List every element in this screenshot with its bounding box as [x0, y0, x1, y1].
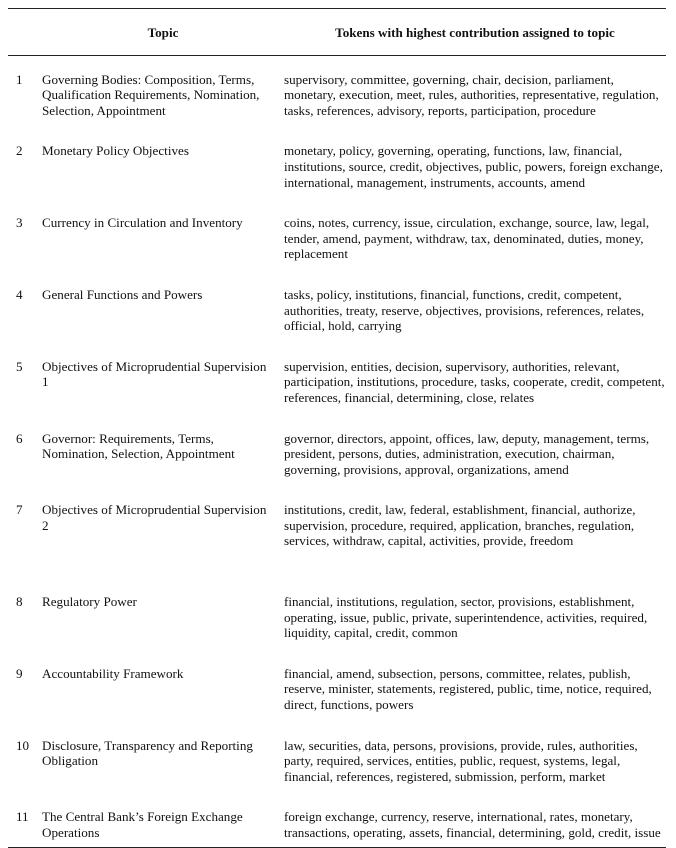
- table-body: [8, 55, 666, 847]
- topic-token-table: [8, 8, 666, 848]
- row-tokens: governor, directors, appoint, offices, law, deputy, management, terms, president, persons, duties, administration, execution, chairman, governing, provisions, approval, organizations, amend: [284, 430, 650, 477]
- row-topic: Objectives of Microprudential Supervision 2: [42, 502, 267, 533]
- table-row: [8, 488, 666, 580]
- table-row: [8, 652, 666, 724]
- row-tokens: supervision, entities, decision, supervisory, authorities, relevant, participation, institutions, procedure, tasks, cooperate, credit, competent, references, financial, determining, close, relates: [284, 358, 665, 405]
- row-number: 3: [16, 215, 23, 231]
- row-number: 10: [16, 737, 30, 753]
- row-number: 5: [16, 358, 23, 374]
- table-row: [8, 273, 666, 345]
- table-header-row: [8, 9, 666, 56]
- row-number: 2: [16, 143, 23, 159]
- row-topic: Currency in Circulation and Inventory: [42, 215, 243, 231]
- table-row: [8, 129, 666, 201]
- row-tokens: coins, notes, currency, issue, circulation, exchange, source, law, legal, tender, amend, payment, withdraw, tax, denominated, duties, money, replacement: [284, 215, 650, 262]
- table-row: [8, 55, 666, 129]
- row-tokens: monetary, policy, governing, operating, functions, law, financial, institutions, source, credit, objectives, public, powers, foreign exchange, international, management, instruments, accounts, amend: [284, 143, 663, 190]
- table-row: [8, 580, 666, 652]
- row-number: 7: [16, 502, 23, 518]
- row-tokens: institutions, credit, law, federal, establishment, financial, authorize, supervision, procedure, required, application, branches, regulation, services, withdraw, capital, activities, provide, freedom: [284, 502, 636, 549]
- header-topic: Topic: [42, 9, 284, 56]
- header-tokens: Tokens with highest contribution assigned to topic: [284, 9, 666, 56]
- table-row: [8, 724, 666, 796]
- row-topic: General Functions and Powers: [42, 286, 203, 302]
- row-number: 1: [16, 71, 23, 87]
- row-topic: Governor: Requirements, Terms, Nomination, Selection, Appointment: [42, 430, 235, 462]
- row-number: 9: [16, 665, 23, 681]
- row-tokens: law, securities, data, persons, provisions, provide, rules, authorities, party, required, services, entities, public, request, systems, legal, financial, references, registered, submission, perform, market: [284, 737, 638, 784]
- table-row: [8, 795, 666, 847]
- row-number: 4: [16, 286, 23, 302]
- row-topic: Accountability Framework: [42, 665, 184, 681]
- row-tokens: financial, amend, subsection, persons, committee, relates, publish, reserve, minister, statements, registered, public, time, notice, required, direct, functions, powers: [284, 665, 652, 713]
- row-topic: Objectives of Microprudential Supervision 1: [42, 358, 267, 390]
- row-topic: Disclosure, Transparency and Reporting Obligation: [42, 737, 253, 769]
- row-tokens: foreign exchange, currency, reserve, international, rates, monetary, transactions, operating, assets, financial, determining, gold, credit, issue: [284, 795, 666, 847]
- table-row: [8, 417, 666, 489]
- table-row: [8, 345, 666, 417]
- row-topic: Monetary Policy Objectives: [42, 143, 189, 159]
- header-number: [8, 9, 42, 56]
- row-number: 8: [16, 594, 23, 610]
- row-tokens: supervisory, committee, governing, chair, decision, parliament, monetary, execution, meet, rules, authorities, representative, regulation, tasks, references, advisory, reports, participation, procedure: [284, 71, 659, 118]
- row-tokens: tasks, policy, institutions, financial, functions, credit, competent, authorities, treaty, reserve, objectives, provisions, references, relates, official, hold, carrying: [284, 286, 645, 334]
- row-topic: The Central Bank’s Foreign Exchange Operations: [42, 795, 284, 847]
- row-topic: Regulatory Power: [42, 594, 137, 610]
- row-number: 6: [16, 430, 23, 446]
- row-tokens: financial, institutions, regulation, sector, provisions, establishment, operating, issue, public, private, superintendence, activities, required, liquidity, capital, credit, common: [284, 594, 648, 641]
- row-topic: Governing Bodies: Composition, Terms, Qualification Requirements, Nomination, Selection, Appointment: [42, 71, 260, 118]
- table-row: [8, 201, 666, 273]
- row-number: 11: [8, 795, 42, 847]
